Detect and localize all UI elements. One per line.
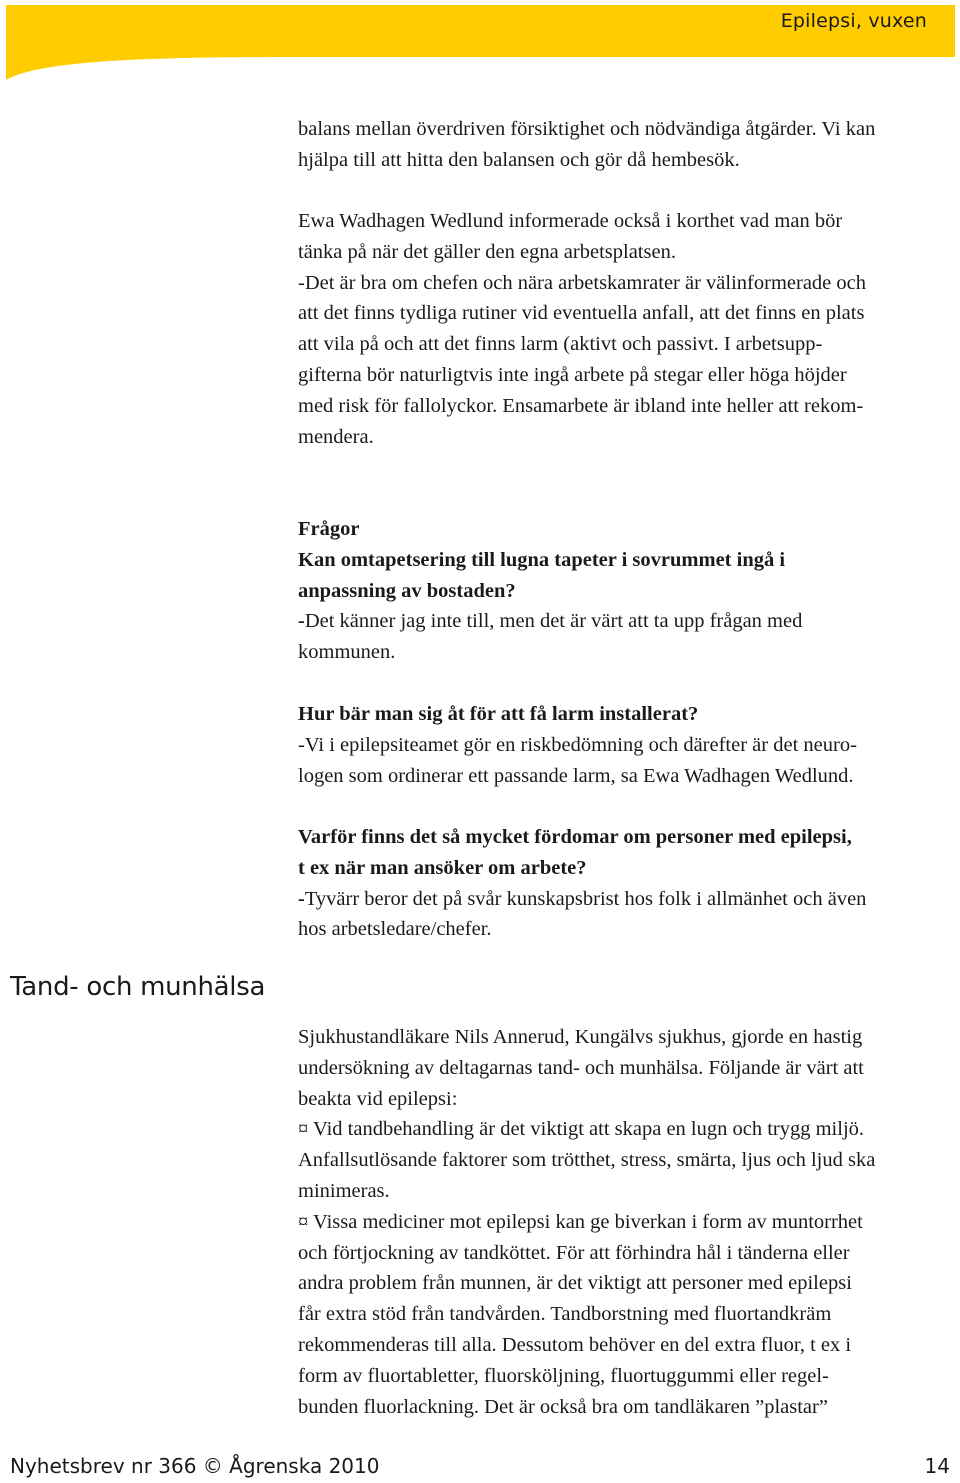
text-line: gifterna bör naturligtvis inte ingå arbete på stegar eller höga höjder [298,363,847,386]
answer-3-line: -Tyvärr beror det på svår kunskapsbrist hos folk i allmänhet och även [298,887,867,910]
text-line: Sjukhustandläkare Nils Annerud, Kungälvs sjukhus, gjorde en hastig [298,1026,863,1048]
question-2-block [298,699,952,791]
question-2-line: Hur bär man sig åt för att få larm installerat? [298,703,699,725]
question-3-line: Varför finns det så mycket fördomar om personer med epilepsi, [298,826,852,848]
text-line: och förtjockning av tandköttet. För att förhindra hål i tänderna eller [298,1241,850,1264]
text-line: tänka på när det gäller den egna arbetsplatsen. [298,240,676,263]
section-2 [298,206,952,452]
section-1 [298,114,952,176]
text-line: hjälpa till att hitta den balansen och gör då hembesök. [298,148,740,171]
question-3-line: t ex när man ansöker om arbete? [298,856,587,879]
answer-1-line: kommunen. [298,641,396,664]
text-line: mendera. [298,425,374,448]
bullet-line: ¤ Vid tandbehandling är det viktigt att skapa en lugn och trygg miljö. [298,1118,865,1141]
text-line: -Det är bra om chefen och nära arbetskamrater är välinformerade och [298,271,866,294]
question-3-block [298,822,952,945]
dental-section [298,1022,952,1422]
bullet-line: ¤ Vissa mediciner mot epilepsi kan ge biverkan i form av muntorrhet [298,1210,863,1233]
header-banner [0,0,960,90]
text-line: andra problem från munnen, är det viktigt att personer med epilepsi [298,1272,852,1295]
page-number: 14 [924,1454,950,1478]
text-line: att vila på och att det finns larm (aktivt och passivt. I arbetsupp- [298,333,823,356]
text-line: att det finns tydliga rutiner vid eventuella anfall, att det finns en plats [298,302,865,325]
text-line: undersökning av deltagarnas tand- och munhälsa. Följande är värt att [298,1056,864,1079]
text-line: form av fluortabletter, fluorsköljning, fluortuggummi eller regel- [298,1364,829,1387]
text-line: minimeras. [298,1179,390,1202]
questions-heading: Frågor [298,518,360,540]
text-line: får extra stöd från tandvården. Tandborstning med fluortandkräm [298,1303,832,1326]
dental-heading: Tand- och munhälsa [10,972,266,1002]
answer-2-line: -Vi i epilepsiteamet gör en riskbedömning och därefter är det neuro- [298,733,857,756]
header-title: Epilepsi, vuxen [780,10,927,32]
text-line: bunden fluorlackning. Det är också bra om tandläkaren ”plastar” [298,1395,828,1418]
answer-1-line: -Det känner jag inte till, men det är värt att ta upp frågan med [298,610,803,633]
answer-2-line: logen som ordinerar ett passande larm, sa Ewa Wadhagen Wedlund. [298,764,854,787]
text-line: beakta vid epilepsi: [298,1087,458,1110]
text-line: Ewa Wadhagen Wedlund informerade också i korthet vad man bör [298,210,843,232]
answer-3-line: hos arbetsledare/chefer. [298,918,492,941]
text-line: Anfallsutlösande faktorer som trötthet, stress, smärta, ljus och ljud ska [298,1149,876,1172]
footer-publication: Nyhetsbrev nr 366 © Ågrenska 2010 [10,1454,380,1478]
questions-section [298,514,952,668]
question-1-line: anpassning av bostaden? [298,579,516,602]
text-line: balans mellan överdriven försiktighet och nödvändiga åtgärder. Vi kan [298,118,876,140]
text-line: med risk för fallolyckor. Ensamarbete är ibland inte heller att rekom- [298,394,864,417]
question-1-line: Kan omtapetsering till lugna tapeter i sovrummet ingå i [298,548,786,571]
text-line: rekommenderas till alla. Dessutom behöver en del extra fluor, t ex i [298,1333,852,1356]
